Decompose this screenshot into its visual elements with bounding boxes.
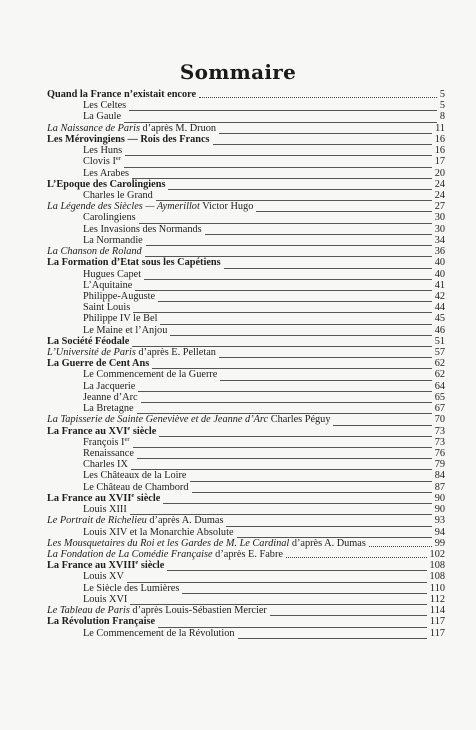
title-part: Louis XVI [83,593,128,605]
title-part: Clovis I [83,156,116,168]
toc-entry[interactable] [47,257,445,268]
toc-entry[interactable] [47,190,445,201]
toc-entry[interactable] [47,134,445,145]
toc-entry[interactable] [47,594,445,605]
toc-entry-title [47,257,221,268]
title-part: Le Siècle des Lumières [83,582,180,594]
toc-entry-title [83,291,155,302]
toc-page-number: 20 [434,167,445,179]
toc-entry[interactable] [47,179,445,190]
toc-entry-title [83,470,187,481]
toc-entry[interactable] [47,111,445,122]
toc-entry-title [83,437,130,448]
toc-entry-title [47,605,267,616]
dot-leader [369,546,432,547]
toc-page-number: 94 [434,526,445,538]
toc-entry-title [47,549,283,560]
toc-entry[interactable] [47,123,445,134]
toc-page-number: 67 [434,403,445,415]
title-part: Charles le Grand [83,189,153,201]
title-part: La Naissance de Paris [47,122,140,134]
toc-entry[interactable] [47,515,445,526]
toc-page-number: 73 [434,425,445,437]
title-part: Les Invasions des Normands [83,223,202,235]
toc-entry-title [47,538,366,549]
toc-page-number: 110 [429,582,445,594]
toc-page-number: 17 [434,156,445,168]
leader-rule [238,638,427,639]
title-part: La Gaule [83,111,122,123]
toc-entry[interactable] [47,437,445,448]
toc-entry[interactable] [47,482,445,493]
title-part: La Normandie [83,234,143,246]
toc-entry[interactable] [47,313,445,324]
toc-page-number: 40 [434,257,445,269]
toc-entry-title [47,179,165,190]
toc-page-number: 5 [439,100,445,112]
toc-page-number: 65 [434,391,445,403]
toc-page-number: 57 [434,347,445,359]
toc-page-number: 79 [434,459,445,471]
title-part: La Tapisserie de Sainte Geneviève et de Jeanne d’Arc [47,414,269,426]
toc-page-number: 99 [434,537,445,549]
toc-entry[interactable] [47,381,445,392]
toc-page-number: 117 [429,627,445,639]
toc-page-number: 36 [434,246,445,258]
toc-entry-title [83,448,134,459]
toc-page-number: 51 [434,335,445,347]
toc-entry[interactable] [47,89,445,100]
title-part: Saint Louis [83,302,131,314]
toc-entry[interactable] [47,470,445,481]
toc-entry[interactable] [47,549,445,560]
toc-entry[interactable] [47,605,445,616]
title-part: La Légende des Siècles — Aymerillot [47,201,200,213]
toc-entry-title [83,392,138,403]
toc-entry-title [83,100,126,111]
toc-page-number: 62 [434,358,445,370]
title-part: d’après Louis-Sébastien Mercier [129,605,267,617]
title-part: Le Château de Chambord [83,481,189,493]
toc-entry-title [83,168,129,179]
toc-page-number: 30 [434,212,445,224]
toc-page-number: 108 [429,571,445,583]
title-part: Quand la France n’existait encore [47,89,197,100]
toc-page-number: 42 [434,290,445,302]
dot-leader [286,557,427,558]
toc-entry-title [83,369,217,380]
title-part: Le Tableau de Paris [47,605,130,617]
toc-entry-title [83,403,134,414]
title-part: d’après M. Druon [139,122,217,134]
title-part: La France au XVIII [47,560,136,572]
toc-page-number: 5 [439,89,445,100]
toc-entry-title [47,134,210,145]
toc-entry-title [83,482,189,493]
superscript: e [131,491,135,499]
toc-entry[interactable] [47,583,445,594]
toc-entry-title [47,246,142,257]
title-part: d’après E. Fabre [212,548,283,560]
toc-page-number: 44 [434,302,445,314]
toc-entry[interactable] [47,448,445,459]
title-part: d’après E. Pelletan [135,347,216,359]
toc-page-number: 16 [434,133,445,145]
toc-entry[interactable] [47,571,445,582]
title-part: Le Portrait de Richelieu [47,515,147,527]
table-of-contents [47,89,445,639]
title-part: La Jacquerie [83,380,136,392]
title-part: Philippe IV le Bel [83,313,158,325]
title-part: La Révolution Française [47,616,156,628]
title-part: Le Commencement de la Révolution [83,627,235,639]
title-part: Victor Hugo [199,201,254,213]
toc-entry-title [47,123,216,134]
toc-page-number: 112 [429,593,445,605]
title-part: siècle [138,560,165,572]
toc-page-number: 27 [434,201,445,213]
title-part: Renaissance [83,448,134,459]
toc-entry[interactable] [47,336,445,347]
title-part: Les Arabes [83,167,130,179]
toc-entry-title [47,336,129,347]
toc-page-number: 46 [434,324,445,336]
page-title: Sommaire [179,60,297,84]
title-part: Les Mérovingiens — Rois des Francs [47,133,210,145]
toc-entry-title [47,616,155,627]
toc-page-number: 108 [429,560,445,572]
toc-page-number: 76 [434,448,445,459]
toc-entry[interactable] [47,325,445,336]
toc-entry[interactable] [47,212,445,223]
toc-entry[interactable] [47,246,445,257]
toc-entry[interactable] [47,347,445,358]
toc-page-number: 117 [429,616,445,628]
toc-entry-title [83,280,132,291]
toc-page-number: 62 [434,369,445,381]
toc-page-number: 30 [434,223,445,235]
toc-entry-title [83,594,127,605]
title-part: L’Aquitaine [83,279,133,291]
title-part: Louis XIII [83,504,127,516]
title-part: Hugues Capet [83,268,142,280]
toc-page-number: 73 [434,436,445,448]
title-part: La Guerre de Cent Ans [47,358,150,370]
toc-entry-title [83,628,235,639]
title-part: Les Mousquetaires du Roi et les Gardes de M. Le Cardinal [47,537,290,549]
superscript: e [127,424,131,432]
toc-entry-title [83,583,179,594]
toc-entry-title [83,269,141,280]
toc-entry-title [83,527,234,538]
toc-entry[interactable] [47,235,445,246]
title-part: Les Celtes [83,100,127,112]
toc-entry-title [83,224,202,235]
toc-entry-title [83,235,143,246]
toc-entry[interactable] [47,403,445,414]
title-part: La France au XVII [47,492,132,504]
toc-page-number: 84 [434,470,445,482]
title-part: La Fondation de La Comédie Française [47,548,213,560]
title-part: Philippe-Auguste [83,290,156,302]
toc-entry[interactable] [47,560,445,571]
toc-entry[interactable] [47,538,445,549]
title-part: d’après A. Dumas [289,537,366,549]
toc-entry-title [83,212,136,223]
title-part: Carolingiens [83,212,136,224]
toc-entry-title [83,325,167,336]
title-part: d’après A. Dumas [146,515,224,527]
dot-leader [199,97,437,98]
toc-entry[interactable] [47,145,445,156]
toc-entry[interactable] [47,628,445,639]
toc-entry-title [83,313,157,324]
toc-entry-title [47,515,223,526]
title-part: La Bretagne [83,403,134,415]
title-part: Charles IX [83,459,128,471]
toc-entry-title [83,459,128,470]
toc-entry-title [83,111,121,122]
toc-entry[interactable] [47,269,445,280]
superscript: e [135,559,139,567]
toc-entry[interactable] [47,426,445,437]
toc-entry-title [47,347,216,358]
title-part: Louis XIV et la Monarchie Absolute [83,526,234,538]
title-part: L’Université de Paris [47,347,136,359]
toc-entry[interactable] [47,616,445,627]
title-part: La Société Féodale [47,335,130,347]
toc-entry[interactable] [47,291,445,302]
toc-entry-title [47,358,149,369]
toc-page-number: 90 [434,492,445,504]
toc-page-number: 40 [434,268,445,280]
toc-entry-title [47,560,164,571]
toc-page-number: 70 [434,414,445,426]
toc-entry-title [83,504,127,515]
toc-page-number: 114 [429,605,445,617]
toc-entry[interactable] [47,414,445,425]
title-part: Les Châteaux de la Loire [83,470,187,482]
toc-entry[interactable] [47,100,445,111]
toc-entry[interactable] [47,369,445,380]
toc-entry-title [47,426,156,437]
toc-page-number: 16 [434,145,445,157]
toc-entry-title [47,414,330,425]
toc-page-number: 90 [434,504,445,516]
toc-entry-title [47,493,160,504]
toc-entry[interactable] [47,224,445,235]
superscript: er [115,155,121,163]
toc-entry[interactable] [47,156,445,167]
toc-entry[interactable] [47,504,445,515]
toc-entry-title [83,190,153,201]
toc-page-number: 24 [434,178,445,190]
title-part: siècle [130,425,157,437]
toc-page-number: 93 [434,515,445,527]
title-part: Les Huns [83,145,123,157]
toc-page-number: 45 [434,313,445,325]
toc-entry-title [83,571,124,582]
title-part: L’Epoque des Carolingiens [47,178,166,190]
title-part: François I [83,436,125,448]
toc-entry[interactable] [47,168,445,179]
toc-entry[interactable] [47,280,445,291]
title-part: Charles Péguy [268,414,331,426]
toc-page-number: 11 [435,122,445,134]
title-part: La Chanson de Roland [47,246,142,258]
toc-entry-title [47,89,196,100]
toc-page-number: 34 [434,234,445,246]
toc-page-number: 41 [434,279,445,291]
title-part: Jeanne d’Arc [83,391,138,403]
toc-entry-title [83,302,130,313]
toc-page-number: 64 [434,380,445,392]
toc-entry[interactable] [47,527,445,538]
title-part: siècle [134,492,161,504]
toc-entry[interactable] [47,392,445,403]
title-part: La France au XVI [47,425,128,437]
title-part: Le Maine et l’Anjou [83,324,168,336]
superscript: er [124,435,130,443]
toc-entry[interactable] [47,493,445,504]
toc-entry-title [83,381,135,392]
toc-entry[interactable] [47,459,445,470]
title-part: Louis XV [83,571,124,583]
toc-entry-title [47,201,253,212]
toc-entry[interactable] [47,358,445,369]
toc-page-number: 8 [439,111,445,123]
title-part: La Formation d’Etat sous les Capétiens [47,257,221,269]
toc-entry[interactable] [47,302,445,313]
toc-entry[interactable] [47,201,445,212]
toc-page-number: 87 [434,481,445,493]
toc-page-number: 24 [434,189,445,201]
toc-page-number: 102 [429,548,445,560]
title-part: Le Commencement de la Guerre [83,369,218,381]
toc-entry-title [83,156,121,167]
